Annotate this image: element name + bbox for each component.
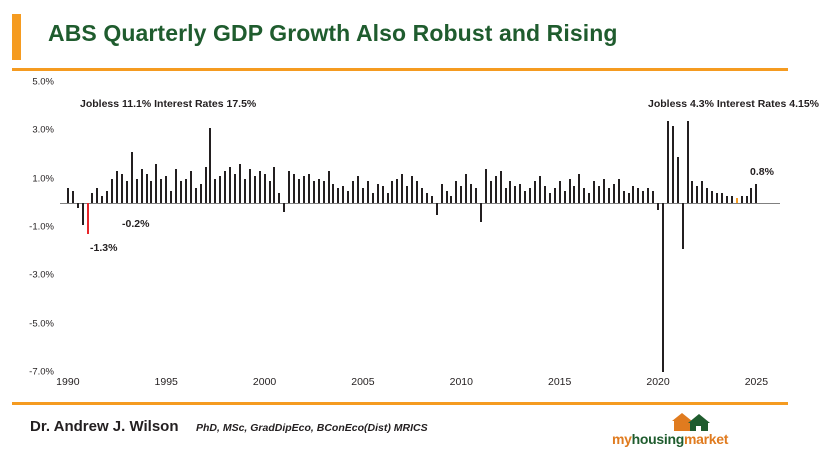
chart-bar — [116, 171, 118, 202]
y-axis-tick-label: -5.0% — [29, 318, 54, 330]
chart-bar — [593, 181, 595, 203]
chart-bar — [672, 126, 674, 203]
chart-bar — [721, 193, 723, 203]
x-axis-tick-label: 2020 — [646, 376, 670, 388]
chart-bar — [214, 179, 216, 203]
chart-bar — [264, 174, 266, 203]
chart-bar — [475, 188, 477, 203]
chart-bar — [111, 179, 113, 203]
chart-bar — [657, 203, 659, 210]
chart-bar — [441, 184, 443, 203]
chart-bar — [711, 191, 713, 203]
chart-bar — [505, 188, 507, 203]
annotation-pos-08: 0.8% — [750, 166, 774, 178]
chart-bar — [318, 179, 320, 203]
chart-bar — [126, 181, 128, 203]
chart-bar — [165, 176, 167, 203]
chart-bar — [431, 196, 433, 203]
chart-bar — [323, 181, 325, 203]
chart-bar — [249, 169, 251, 203]
chart-bar — [416, 181, 418, 203]
chart-bar — [411, 176, 413, 203]
chart-bar — [234, 174, 236, 203]
chart-bar — [205, 167, 207, 203]
chart-bar — [509, 181, 511, 203]
chart-bar — [642, 191, 644, 203]
chart-bar — [682, 203, 684, 249]
chart-bar — [406, 186, 408, 203]
chart-bar — [269, 181, 271, 203]
chart-bar — [91, 193, 93, 203]
chart-bar — [529, 188, 531, 203]
chart-bar — [583, 188, 585, 203]
chart-bar — [121, 174, 123, 203]
chart-bar — [632, 186, 634, 203]
chart-bar — [485, 169, 487, 203]
x-axis-tick-label: 2000 — [252, 376, 277, 388]
chart-bar — [746, 196, 748, 203]
chart-bar — [446, 191, 448, 203]
chart-bar — [401, 174, 403, 203]
chart-bar — [470, 184, 472, 203]
chart-bar — [313, 181, 315, 203]
chart-bar — [278, 193, 280, 203]
chart-bar — [387, 193, 389, 203]
chart-bar — [559, 181, 561, 203]
chart-bar — [219, 176, 221, 203]
logo-text-market: market — [683, 431, 729, 447]
divider-top — [12, 68, 788, 71]
x-axis-tick-label: 2010 — [449, 376, 473, 388]
chart-bar — [519, 184, 521, 203]
chart-bar — [578, 174, 580, 203]
chart-bar — [101, 196, 103, 203]
chart-bar — [332, 184, 334, 203]
logo-wordmark — [612, 431, 788, 447]
presenter-qualifications: PhD, MSc, GradDipEco, BConEco(Dist) MRICS — [196, 422, 428, 434]
chart-bar — [146, 174, 148, 203]
chart-bar — [421, 188, 423, 203]
myhousingmarket-logo — [612, 410, 788, 446]
annotation-neg-02: -0.2% — [122, 218, 150, 230]
chart-bar — [750, 188, 752, 203]
annotation-jobless-right: Jobless 4.3% Interest Rates 4.15% — [648, 98, 819, 110]
chart-bar — [731, 196, 733, 203]
chart-bar — [480, 203, 482, 222]
chart-bar — [647, 188, 649, 203]
chart-plot-area — [29, 76, 819, 388]
chart-bar — [136, 179, 138, 203]
chart-bar — [190, 171, 192, 202]
chart-bar — [495, 176, 497, 203]
chart-bar — [337, 188, 339, 203]
chart-bar — [328, 171, 330, 202]
chart-bar — [637, 188, 639, 203]
title-accent-bar — [12, 14, 21, 60]
chart-bar — [667, 121, 669, 203]
chart-bar — [141, 169, 143, 203]
page-title: ABS Quarterly GDP Growth Also Robust and Rising — [48, 20, 618, 46]
chart-bar — [716, 193, 718, 203]
chart-bar — [628, 193, 630, 203]
chart-bar — [662, 203, 664, 372]
chart-bar — [701, 181, 703, 203]
divider-bottom — [12, 402, 788, 405]
chart-bar — [706, 188, 708, 203]
y-axis-tick-label: 3.0% — [32, 124, 54, 136]
chart-bar — [588, 193, 590, 203]
chart-bar — [377, 184, 379, 203]
chart-bar — [539, 176, 541, 203]
chart-bar — [303, 176, 305, 203]
chart-bar — [308, 174, 310, 203]
chart-bar — [618, 179, 620, 203]
chart-bar — [598, 186, 600, 203]
chart-bar — [554, 188, 556, 203]
chart-bar — [741, 196, 743, 203]
chart-bar — [283, 203, 285, 213]
chart-bar — [185, 179, 187, 203]
chart-bar — [175, 169, 177, 203]
chart-bar — [382, 186, 384, 203]
chart-bar — [72, 191, 74, 203]
chart-bar — [229, 167, 231, 203]
chart-bar — [455, 181, 457, 203]
chart-bar — [209, 128, 211, 203]
chart-bar — [436, 203, 438, 215]
chart-bar — [465, 174, 467, 203]
chart-bar — [352, 181, 354, 203]
chart-bar — [254, 176, 256, 203]
chart-bar — [131, 152, 133, 203]
chart-bar — [460, 186, 462, 203]
chart-bar — [603, 179, 605, 203]
chart-bar — [623, 191, 625, 203]
chart-bar — [200, 184, 202, 203]
annotation-neg-13: -1.3% — [90, 242, 118, 254]
chart-bar — [367, 181, 369, 203]
y-axis-tick-label: -7.0% — [29, 366, 54, 378]
chart-bar — [613, 184, 615, 203]
chart-bar — [67, 188, 69, 203]
y-axis-tick-label: 1.0% — [32, 173, 54, 185]
x-axis-tick-label: 1990 — [56, 376, 80, 388]
chart-bar — [259, 171, 261, 202]
chart-bar — [342, 186, 344, 203]
chart-bar — [573, 186, 575, 203]
chart-bar — [391, 181, 393, 203]
chart-bar — [288, 171, 290, 202]
chart-bar — [150, 181, 152, 203]
chart-bar — [357, 176, 359, 203]
chart-bar — [372, 193, 374, 203]
x-axis-tick-label: 2015 — [547, 376, 572, 388]
chart-bar — [273, 167, 275, 203]
zero-axis-line — [60, 203, 780, 204]
chart-bar — [170, 191, 172, 203]
chart-bar — [195, 188, 197, 203]
gdp-growth-chart — [12, 74, 819, 396]
chart-bar — [224, 171, 226, 202]
logo-text-my: my — [612, 431, 632, 447]
chart-bar — [77, 203, 79, 208]
chart-bar — [244, 179, 246, 203]
x-axis-tick-label: 2025 — [744, 376, 769, 388]
chart-bar — [726, 196, 728, 203]
chart-bar — [450, 196, 452, 203]
chart-bar — [500, 171, 502, 202]
chart-bar — [549, 193, 551, 203]
chart-bar — [608, 188, 610, 203]
chart-bar — [347, 191, 349, 203]
chart-bar — [82, 203, 84, 225]
x-axis-tick-label: 2005 — [351, 376, 375, 388]
chart-bar — [180, 181, 182, 203]
chart-bar — [298, 179, 300, 203]
chart-bar — [87, 203, 89, 234]
chart-bar — [524, 191, 526, 203]
chart-bar — [155, 164, 157, 203]
chart-bar — [239, 164, 241, 203]
chart-bar — [569, 179, 571, 203]
chart-bar — [106, 191, 108, 203]
presenter-name: Dr. Andrew J. Wilson — [30, 418, 179, 435]
chart-bar — [396, 179, 398, 203]
annotation-jobless-left: Jobless 11.1% Interest Rates 17.5% — [80, 98, 257, 110]
chart-bar — [514, 186, 516, 203]
chart-bar — [362, 188, 364, 203]
y-axis-tick-label: 5.0% — [32, 76, 54, 88]
chart-bar — [96, 188, 98, 203]
chart-bar — [696, 186, 698, 203]
x-axis-tick-label: 1995 — [154, 376, 178, 388]
chart-bar — [426, 193, 428, 203]
logo-text-housing: housing — [631, 431, 684, 447]
chart-bar — [160, 179, 162, 203]
chart-bar — [691, 181, 693, 203]
chart-bar — [652, 191, 654, 203]
chart-bar — [736, 198, 738, 203]
chart-bar — [564, 191, 566, 203]
y-axis-tick-label: -3.0% — [29, 269, 54, 281]
chart-bar — [534, 181, 536, 203]
chart-bar — [755, 184, 757, 203]
chart-bar — [490, 181, 492, 203]
chart-bar — [687, 121, 689, 203]
house-icon — [668, 410, 714, 432]
chart-bar — [293, 174, 295, 203]
chart-bar — [544, 186, 546, 203]
chart-bar — [677, 157, 679, 203]
y-axis-tick-label: -1.0% — [29, 221, 54, 233]
